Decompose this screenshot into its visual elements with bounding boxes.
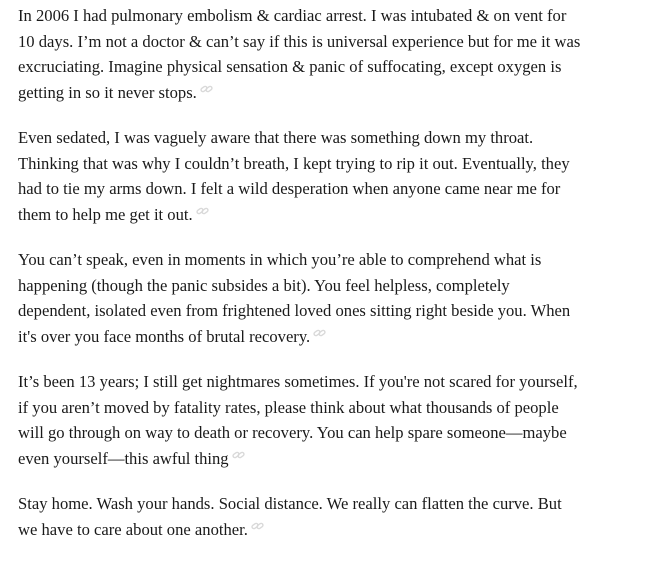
paragraph-text: Stay home. Wash your hands. Social distance. We really can flatten the curve. But we have to care about one another. [18,494,562,539]
paragraph-1 [18,3,648,105]
link-icon[interactable] [200,84,213,94]
paragraph-text: In 2006 I had pulmonary embolism & cardiac arrest. I was intubated & on vent for 10 days. I’m not a doctor & can’t say if this is universal experience but for me it was excruciating. Imagine physical sensation & panic of suffocating, except oxygen is getting in so it never stops. [18,6,581,102]
link-icon[interactable] [313,328,326,338]
paragraph-text: Even sedated, I was vaguely aware that there was something down my throat. Thinking that was why I couldn’t breath, I kept trying to rip it out. Eventually, they had to tie my arms down. I felt a wild desperation when anyone came near me for them to help me get it out. [18,128,570,224]
article-body [18,3,648,562]
link-icon[interactable] [251,521,264,531]
paragraph-2 [18,125,648,227]
link-icon[interactable] [232,450,245,460]
paragraph-text: You can’t speak, even in moments in which you’re able to comprehend what is happening (though the panic subsides a bit). You feel helpless, completely dependent, isolated even from frightened loved ones sitting right beside you. When it's over you face months of brutal recovery. [18,250,571,346]
link-icon[interactable] [196,206,209,216]
paragraph-5 [18,491,648,542]
paragraph-4 [18,369,648,471]
paragraph-3 [18,247,648,349]
paragraph-text: It’s been 13 years; I still get nightmares sometimes. If you're not scared for yourself, if you aren’t moved by fatality rates, please think about what thousands of people will go through on way to death or recovery. You can help spare someone—maybe even yourself—this awful thing [18,372,578,468]
